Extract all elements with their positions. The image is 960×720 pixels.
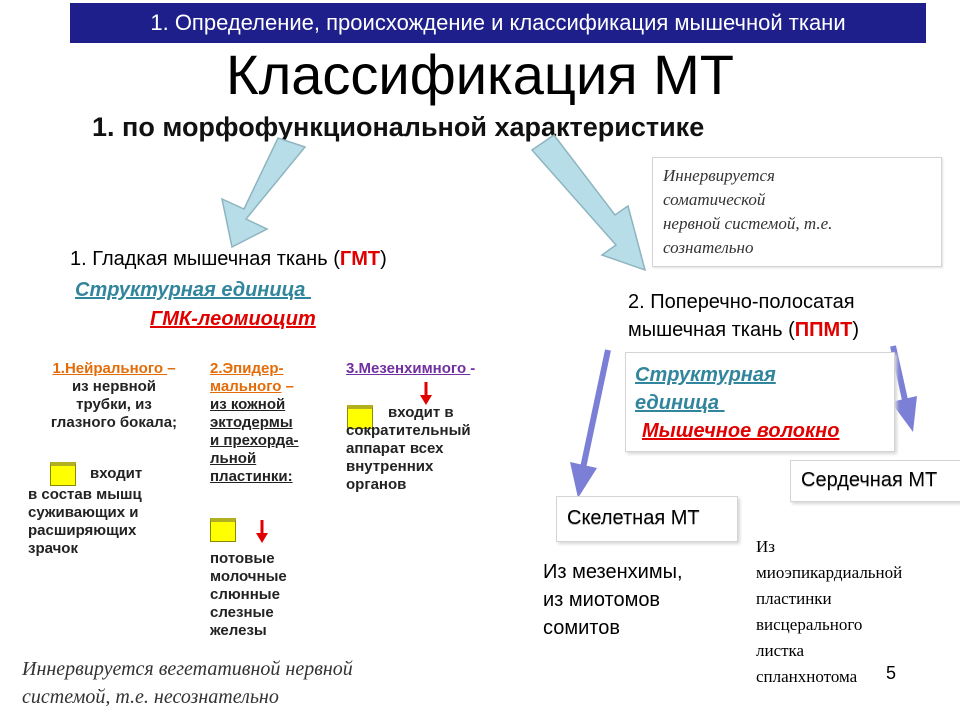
vegetative-innervation-note: [22, 655, 353, 711]
neural-result-2: суживающих и: [28, 504, 139, 521]
cardiac-origin: [756, 534, 902, 690]
mesenchymal-desc: [346, 404, 471, 494]
somatic-line-4: сознательно: [663, 238, 754, 257]
neural-origin-column: [34, 360, 194, 432]
striated-muscle-title: [628, 288, 859, 344]
veg-line-2: системой, т.е. несознательно: [22, 686, 279, 708]
somatic-line-2: соматической: [663, 190, 766, 209]
mesenchymal-desc-5: органов: [346, 476, 407, 493]
header-bar: 1. Определение, происхождение и классификация мышечной ткани: [70, 3, 926, 43]
epidermal-origin-column: [210, 360, 299, 486]
neural-head-text: 1.Нейрального: [52, 360, 168, 377]
mesenchymal-head-text: 3.Мезенхимного: [346, 360, 471, 377]
epidermal-result-2: молочные: [210, 568, 287, 585]
purple-arrowhead-skeletal: [570, 462, 597, 498]
cardiac-origin-1: Из: [756, 537, 775, 556]
skeletal-origin-1: Из мезенхимы,: [543, 561, 683, 583]
epidermal-head-2: мального: [210, 378, 282, 395]
striated-title-line-1: 2. Поперечно-полосатая: [628, 291, 855, 313]
smooth-structural-unit-label: Структурная единица: [75, 279, 311, 301]
big-arrow-left: [222, 138, 305, 247]
mesenchymal-desc-4: внутренних: [346, 458, 434, 475]
smooth-structural-unit-cell: ГМК-леомиоцит: [150, 308, 316, 330]
striated-title-line-2: [628, 316, 859, 344]
smooth-abbr: ГМТ: [339, 248, 381, 270]
neural-enters: входит: [90, 465, 143, 482]
somatic-line-3: нервной системой, т.е.: [663, 214, 833, 233]
skeletal-origin-2: из миотомов: [543, 589, 661, 611]
neural-result-1: в состав мышц: [28, 486, 142, 503]
mesenchymal-heading: [346, 360, 475, 378]
striated-structural-unit-box: [625, 352, 895, 452]
neural-desc-1: из нервной: [71, 378, 157, 395]
scroll-icon: [50, 462, 76, 486]
subtitle: 1. по морфофункциональной характеристике: [92, 112, 705, 142]
mesenchymal-desc-1: входит в: [388, 404, 454, 421]
somatic-line-1: Иннервируется: [663, 166, 775, 185]
epidermal-result-5: железы: [210, 622, 267, 639]
skeletal-origin: [543, 558, 683, 642]
scroll-icon: [210, 518, 236, 542]
cardiac-origin-2: миоэпикардиальной: [756, 563, 903, 582]
striated-title-suffix: ): [852, 319, 860, 341]
page-number: 5: [886, 663, 897, 683]
big-arrow-right: [532, 135, 645, 270]
striated-unit-line-1: Структурная: [635, 364, 776, 386]
epidermal-desc-3: и прехорда-: [210, 432, 299, 449]
cardiac-origin-5: листка: [756, 641, 805, 660]
epidermal-head-1: 2.Эпидер-: [210, 360, 284, 377]
purple-arrow-skeletal: [583, 350, 608, 468]
skeletal-label: Скелетная МТ: [567, 507, 700, 529]
epidermal-result-4: слезные: [210, 604, 274, 621]
somatic-innervation-note: [652, 157, 942, 267]
epidermal-desc-1: из кожной: [210, 396, 286, 413]
epidermal-result: [210, 550, 287, 640]
veg-line-1: Иннервируется вегетативной нервной: [22, 658, 353, 680]
neural-desc-3: глазного бокала;: [50, 414, 178, 431]
cardiac-origin-6: спланхнотома: [756, 667, 858, 686]
red-arrowhead-epidermal: [256, 533, 268, 543]
cardiac-label: Сердечная МТ: [801, 469, 938, 491]
cardiac-origin-4: висцерального: [756, 615, 863, 634]
epidermal-result-3: слюнные: [210, 586, 280, 603]
neural-result: [28, 486, 142, 558]
neural-result-3: расширяющих: [28, 522, 137, 539]
striated-unit-fiber: Мышечное волокно: [642, 420, 840, 442]
neural-result-4: зрачок: [28, 540, 78, 557]
epidermal-desc-4: льной: [210, 450, 257, 467]
striated-title-prefix: мышечная ткань (: [628, 319, 795, 341]
epidermal-desc-2: эктодермы: [210, 414, 293, 431]
mesenchymal-desc-2: сократительный: [346, 422, 471, 439]
epidermal-desc-5: пластинки:: [210, 468, 293, 485]
skeletal-origin-3: сомитов: [543, 617, 620, 639]
skeletal-muscle-box: [556, 496, 738, 542]
smooth-muscle-title: [70, 248, 387, 271]
neural-desc-2: трубки, из: [76, 396, 152, 413]
neural-heading: [34, 360, 194, 378]
slide-title: Классификация МТ: [225, 43, 735, 106]
mesenchymal-desc-3: аппарат всех: [346, 440, 444, 457]
cardiac-origin-3: пластинки: [756, 589, 832, 608]
striated-unit-line-2: единица: [635, 392, 725, 414]
epidermal-dash: –: [285, 378, 294, 395]
smooth-title-prefix: 1. Гладкая мышечная ткань (: [70, 248, 340, 270]
striated-abbr: ППМТ: [794, 319, 853, 341]
neural-dash: –: [167, 360, 176, 377]
mesenchymal-dash: -: [470, 360, 476, 377]
epidermal-result-1: потовые: [210, 550, 275, 567]
epidermal-head-2-row: [210, 378, 299, 396]
cardiac-muscle-box: [790, 460, 960, 502]
smooth-title-suffix: ): [380, 248, 387, 270]
